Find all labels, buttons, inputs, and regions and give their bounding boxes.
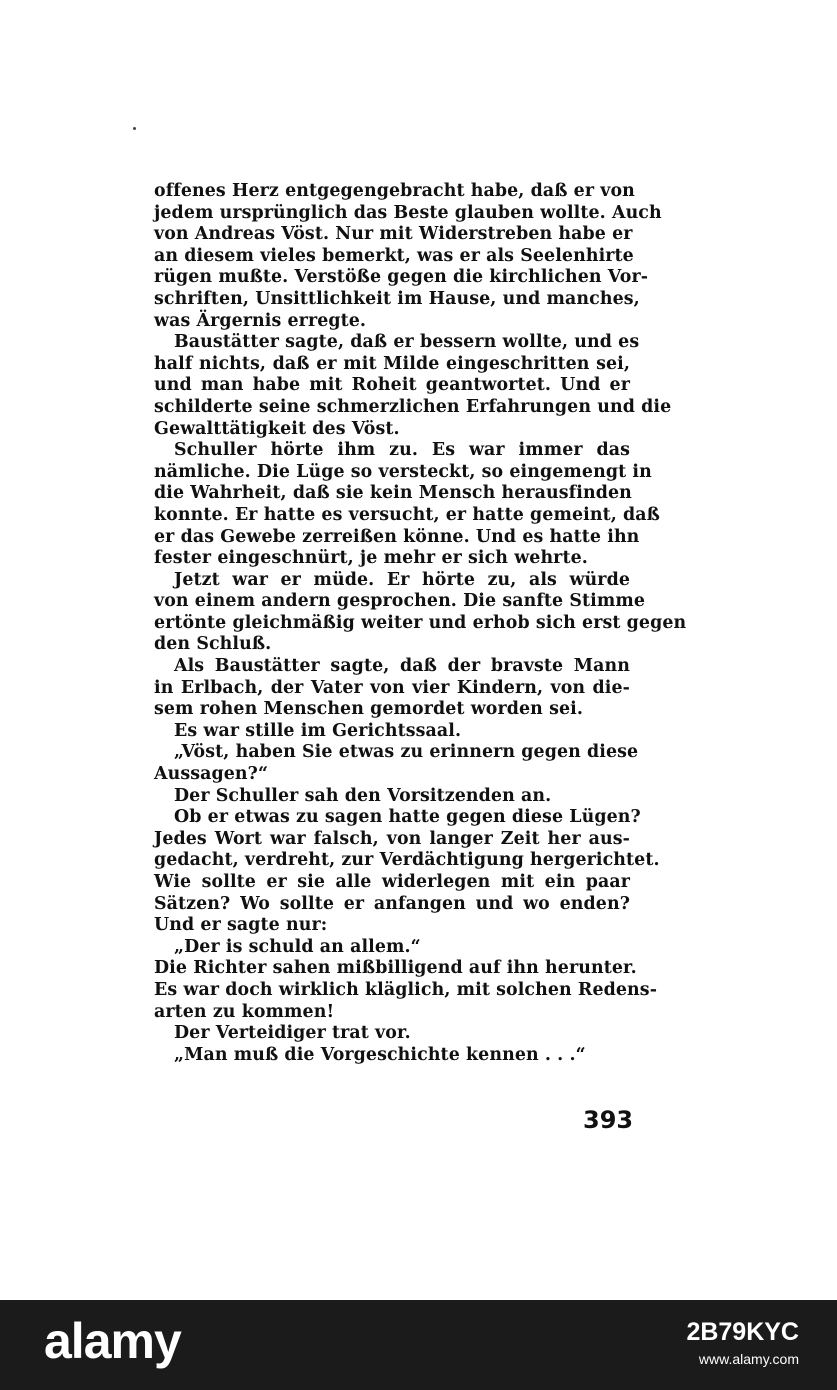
text-line: in Erlbach, der Vater von vier Kindern, von die-	[154, 677, 630, 698]
paper-speck	[133, 127, 136, 130]
text-line: Baustätter sagte, daß er bessern wollte, und es	[174, 332, 640, 353]
text-line: rügen mußte. Verstöße gegen die kirchlichen Vor-	[154, 267, 649, 288]
text-line: Jetzt war er müde. Er hörte zu, als würde	[174, 569, 630, 590]
text-line: Gewalttätigkeit des Vöst.	[154, 418, 400, 439]
text-line: er das Gewebe zerreißen könne. Und es hatte ihn	[154, 526, 640, 547]
text-line: was Ärgernis erregte.	[154, 310, 367, 331]
text-line: von einem andern gesprochen. Die sanfte Stimme	[154, 591, 646, 612]
text-line: Wie sollte er sie alle widerlegen mit ein paar	[154, 872, 630, 892]
text-line: Schuller hörte ihm zu. Es war immer das	[174, 440, 630, 461]
text-line: sem rohen Menschen gemordet worden sei.	[154, 699, 583, 720]
watermark-logo: alamy	[44, 1313, 181, 1369]
text-line: konnte. Er hatte es versucht, er hatte gemeint, daß	[154, 504, 660, 525]
text-line: Jedes Wort war falsch, von langer Zeit her aus-	[154, 828, 630, 849]
text-line: „Vöst, haben Sie etwas zu erinnern gegen diese	[174, 742, 639, 763]
text-line: half nichts, daß er mit Milde eingeschritten sei,	[154, 353, 630, 374]
text-line: von Andreas Vöst. Nur mit Widerstreben habe er	[154, 224, 633, 245]
text-line: an diesem vieles bemerkt, was er als Seelenhirte	[154, 245, 634, 266]
text-line: fester eingeschnürt, je mehr er sich wehrte.	[154, 548, 588, 569]
text-line: „Der is schuld an allem.“	[174, 936, 421, 957]
text-line: Die Richter sahen mißbilligend auf ihn herunter.	[154, 958, 637, 979]
text-line: Und er sagte nur:	[154, 915, 328, 936]
text-line: jedem ursprünglich das Beste glauben wollte. Auch	[154, 202, 662, 223]
text-line: Aussagen?“	[154, 764, 269, 785]
body-text	[154, 181, 687, 1066]
text-line: Der Schuller sah den Vorsitzenden an.	[174, 785, 552, 806]
watermark-url: www.alamy.com	[698, 1351, 799, 1367]
text-line: ertönte gleichmäßig weiter und erhob sich erst gegen	[154, 612, 687, 633]
text-line: den Schluß.	[154, 634, 272, 655]
text-line: Sätzen? Wo sollte er anfangen und wo enden?	[154, 893, 630, 914]
text-line: „Man muß die Vorgeschichte kennen . . .“	[174, 1044, 586, 1065]
text-line: Als Baustätter sagte, daß der bravste Mann	[174, 656, 630, 677]
text-line: Es war stille im Gerichtssaal.	[174, 720, 462, 741]
text-line: gedacht, verdreht, zur Verdächtigung hergerichtet.	[154, 850, 660, 871]
text-line: schilderte seine schmerzlichen Erfahrungen und die	[154, 396, 672, 417]
text-line: arten zu kommen!	[154, 1001, 335, 1022]
text-line: und man habe mit Roheit geantwortet. Und er	[154, 375, 630, 396]
text-line: Ob er etwas zu sagen hatte gegen diese Lügen?	[174, 807, 641, 828]
text-line: Es war doch wirklich kläglich, mit solchen Redens-	[154, 979, 658, 1000]
text-line: Der Verteidiger trat vor.	[174, 1023, 411, 1044]
page-number: 393	[583, 1106, 634, 1134]
text-line: schriften, Unsittlichkeit im Hause, und manches,	[154, 288, 640, 309]
text-line: offenes Herz entgegengebracht habe, daß er von	[154, 181, 635, 201]
text-line: die Wahrheit, daß sie kein Mensch herausfinden	[154, 483, 632, 504]
text-line: nämliche. Die Lüge so versteckt, so eingemengt in	[154, 461, 652, 482]
watermark-image-id: 2B79KYC	[686, 1318, 799, 1346]
